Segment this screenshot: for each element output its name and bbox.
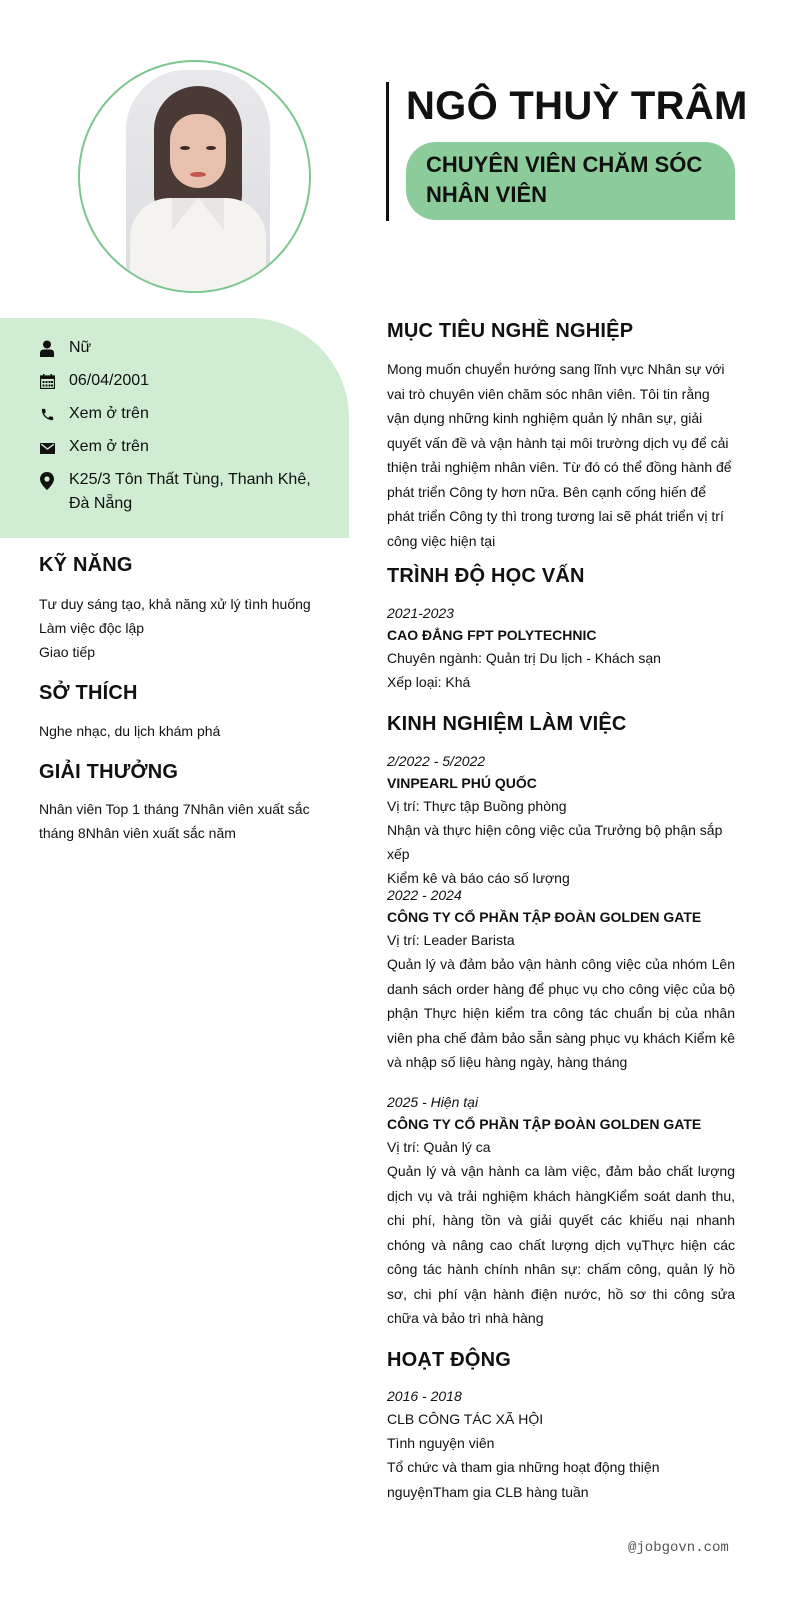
photo-eye: [206, 146, 216, 150]
contact-birthday: [40, 369, 349, 394]
objective-title: MỤC TIÊU NGHỀ NGHIỆP: [387, 320, 634, 342]
activity-role: Tình nguyện viên: [387, 1435, 495, 1451]
activity-org: CLB CÔNG TÁC XÃ HỘI: [387, 1411, 544, 1427]
contact-address: [40, 468, 349, 516]
experience-company: CÔNG TY CỔ PHẦN TẬP ĐOÀN GOLDEN GATE: [387, 1116, 702, 1132]
experience-entry: [387, 884, 735, 1075]
experience-company: CÔNG TY CỔ PHẦN TẬP ĐOÀN GOLDEN GATE: [387, 909, 702, 925]
award-text: Nhân viên Top 1 tháng 7Nhân viên xuất sắc tháng 8Nhân viên xuất sắc năm: [39, 801, 310, 841]
experience-company: VINPEARL PHÚ QUỐC: [387, 775, 537, 791]
activity-date: 2016 - 2018: [387, 1388, 462, 1404]
job-title-badge: [406, 142, 735, 220]
contact-panel: [0, 318, 349, 538]
phone-icon: [40, 402, 62, 427]
profile-photo: [126, 70, 270, 290]
activity-entry: [387, 1385, 735, 1504]
objective-section: [387, 357, 735, 553]
hobby-item: Nghe nhạc, du lịch khám phá: [39, 723, 221, 739]
experience-description: Quản lý và vận hành ca làm việc, đảm bảo chất lượng dịch vụ và trải nghiệm khách hàngKiểm soát danh thu, chi phí, hàng tồn và giải quyết các khiếu nại nhanh chóng và nâng cao chất lượng dịch vụThực hiện các công tác hành chính nhân sự: chấm công, quản lý hồ sơ, chi phí vận hành điện nước, hồ sơ thi công sửa chữa và bảo trì nhà hàng: [387, 1163, 735, 1326]
skill-item: Làm việc độc lập: [39, 620, 145, 636]
photo-collar: [172, 198, 198, 230]
activity-description: Tổ chức và tham gia những hoạt động thiện nguyệnTham gia CLB hàng tuần: [387, 1459, 660, 1500]
experience-entry: [387, 750, 735, 890]
skill-item: Giao tiếp: [39, 644, 96, 660]
experience-position: Vị trí: Thực tập Buồng phòng: [387, 798, 567, 814]
contact-text: Nữ: [69, 339, 92, 356]
mail-icon: [40, 435, 62, 460]
contact-gender: [40, 336, 349, 361]
skills-list: [39, 592, 344, 664]
education-school: CAO ĐẲNG FPT POLYTECHNIC: [387, 627, 597, 643]
hobbies-list: [39, 719, 344, 743]
contact-text: Xem ở trên: [69, 438, 149, 455]
photo-collar: [198, 198, 224, 230]
experience-date: 2022 - 2024: [387, 887, 462, 903]
education-title: TRÌNH ĐỘ HỌC VẤN: [387, 565, 585, 587]
title-divider: [386, 82, 389, 221]
experience-date: 2025 - Hiện tại: [387, 1094, 479, 1110]
education-major: Chuyên ngành: Quản trị Du lịch - Khách sạn: [387, 650, 661, 666]
contact-text: K25/3 Tôn Thất Tùng, Thanh Khê, Đà Nẵng: [69, 471, 311, 512]
experience-description: Quản lý và đảm bảo vận hành công việc của nhóm Lên danh sách order hàng để phục vụ cho công việc của bộ phận Thực hiện kiểm tra công tác chuẩn bị của nhân viên pha chế đảm bảo sẵn sàng phục vụ khách Kiểm kê và nhập số liệu hàng ngày, hàng tháng: [387, 956, 735, 1070]
awards-list: [39, 797, 344, 845]
contact-email: [40, 435, 349, 460]
experience-title: KINH NGHIỆM LÀM VIỆC: [387, 713, 627, 735]
contact-phone: [40, 402, 349, 427]
education-grade: Xếp loại: Khá: [387, 674, 471, 690]
experience-position: Vị trí: Quản lý ca: [387, 1139, 491, 1155]
hobbies-title: SỞ THÍCH: [39, 682, 138, 704]
job-title: CHUYÊN VIÊN CHĂM SÓC NHÂN VIÊN: [426, 152, 703, 207]
skills-title: KỸ NĂNG: [39, 554, 133, 576]
photo-lips: [190, 172, 206, 177]
candidate-name: NGÔ THUỲ TRÂM: [406, 84, 748, 128]
watermark: @jobgovn.com: [628, 1540, 729, 1556]
education-entry: [387, 602, 735, 694]
contact-text: 06/04/2001: [69, 372, 150, 389]
avatar: [78, 60, 311, 293]
education-date: 2021-2023: [387, 605, 454, 621]
experience-line: Nhận và thực hiện công việc của Trưởng bộ phận sắp xếp: [387, 822, 723, 862]
activities-title: HOẠT ĐỘNG: [387, 1349, 512, 1371]
experience-date: 2/2022 - 5/2022: [387, 753, 486, 769]
contact-text: Xem ở trên: [69, 405, 149, 422]
awards-title: GIẢI THƯỞNG: [39, 761, 179, 783]
experience-position: Vị trí: Leader Barista: [387, 932, 515, 948]
experience-entry: [387, 1091, 735, 1331]
objective-text: Mong muốn chuyển hướng sang lĩnh vực Nhân sự với vai trò chuyên viên chăm sóc nhân viên. Tôi tin rằng vận dụng những kinh nghiệm quản lý nhân sự, giải quyết vấn đề và vận hành tại môi trường dịch vụ để cải thiện trải nghiệm nhân viên. Từ đó có thể đồng hành để phát triển Công ty hơn nữa. Bên cạnh cống hiến để phát triển Công ty thì trong tương lai sẽ phát triển vị trí công việc hiện tại: [387, 361, 732, 549]
skill-item: Tư duy sáng tạo, khả năng xử lý tình huống: [39, 596, 311, 612]
person-icon: [40, 336, 62, 361]
photo-eye: [180, 146, 190, 150]
photo-face: [170, 114, 226, 188]
calendar-icon: [40, 369, 62, 394]
location-pin-icon: [40, 468, 62, 493]
experience-line: Kiểm kê và báo cáo số lượng: [387, 870, 570, 886]
